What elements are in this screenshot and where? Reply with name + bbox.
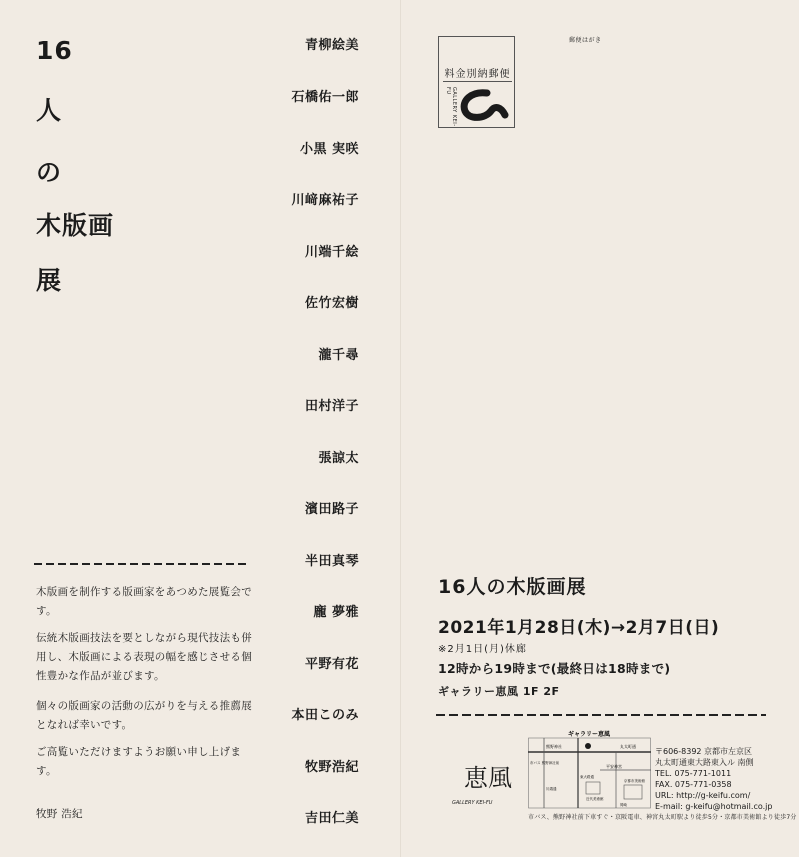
map-label: 熊野神社: [546, 744, 562, 749]
postcard-label: 郵便はがき: [569, 37, 602, 44]
artist-name: 張諒太: [318, 451, 359, 466]
logo-kanji: 恵風: [464, 764, 512, 792]
intro-paragraph: 木版画を制作する版画家をあつめた展覧会です。: [36, 586, 252, 617]
dashed-divider-left: [34, 563, 246, 565]
postage-stamp-box: [438, 36, 515, 128]
gallery-location-marker: [585, 743, 591, 749]
map-label: 平安神宮: [606, 764, 622, 769]
title-mokuhanga: 木版画: [36, 211, 115, 240]
exhibition-title: 16人の木版画展: [438, 576, 587, 598]
artist-name: 吉田仁美: [304, 811, 359, 826]
closed-day-note: ※2月1日(月)休廊: [438, 644, 527, 655]
map-label: 京都市美術館: [624, 779, 645, 783]
intro-paragraph: 伝統木版画技法を要としながら現代技法も併用し、木版画による表現の幅を感じさせる個性豊かな作品が並びます。: [36, 632, 252, 682]
artist-name: 石橋佑一郎: [291, 90, 359, 105]
address-email[interactable]: E-mail: g-keifu@hotmail.co.jp: [655, 802, 773, 811]
map-label: 東大路通: [580, 775, 594, 779]
fold-line: [400, 0, 401, 857]
title-people: 人: [36, 96, 63, 125]
opening-hours: 12時から19時まで(最終日は18時まで): [438, 661, 671, 676]
gallery-mark-icon: [457, 87, 509, 123]
access-directions: 市バス、熊野神社前下車すぐ・京阪電車、神宮丸太町駅より徒歩5分・京都市美術館より徒歩7分: [528, 814, 797, 821]
artist-name: 半田真琴: [304, 554, 359, 569]
stamp-vertical-text: GALLERY KEI-FU: [445, 87, 457, 127]
artist-name: 牧野浩紀: [304, 760, 359, 775]
address-url[interactable]: URL: http://g-keifu.com/: [655, 791, 751, 800]
logo-text: GALLERY KEI-FU: [452, 800, 493, 806]
address-postal: 〒606-8392 京都市左京区: [655, 747, 753, 756]
title-number: 16: [36, 36, 73, 65]
dashed-divider-right: [436, 714, 766, 716]
map-label: 近代美術館: [586, 797, 604, 801]
artist-name: 龐 夢雅: [313, 605, 359, 620]
title-no: の: [36, 158, 63, 187]
gallery-keifu-logo: [452, 760, 522, 818]
artist-name: 本田このみ: [291, 708, 359, 723]
access-map: [528, 730, 652, 810]
stamp-label: 料金別納郵便: [444, 69, 511, 80]
venue-name: ギャラリー恵風 1F 2F: [438, 685, 560, 698]
intro-signature: 牧野 浩紀: [36, 808, 83, 820]
title-ten: 展: [36, 266, 63, 295]
artist-name: 瀧千尋: [318, 348, 359, 363]
artist-name: 濱田路子: [304, 502, 359, 517]
stamp-divider: [443, 81, 512, 82]
map-gallery-label: ギャラリー恵風: [568, 731, 611, 738]
intro-paragraph: ご高覧いただけますようお願い申し上げます。: [36, 746, 242, 777]
artist-name: 平野有花: [304, 657, 359, 672]
map-label: 市バス 熊野神社前: [530, 761, 560, 765]
artist-name: 川﨑麻祐子: [291, 193, 359, 208]
address-street: 丸太町通東大路東入ル 南側: [655, 758, 754, 767]
address-tel: TEL. 075-771-1011: [655, 769, 732, 778]
artist-name: 佐竹宏樹: [304, 296, 359, 311]
artist-name: 小黒 実咲: [299, 142, 359, 157]
map-label: 川端通: [546, 787, 557, 791]
artist-name: 田村洋子: [304, 399, 359, 414]
artist-name: 青柳絵美: [304, 38, 359, 53]
map-label: 岡崎: [620, 803, 627, 807]
address-block: [655, 746, 772, 812]
map-label: 丸太町通: [620, 744, 636, 749]
exhibition-dates: 2021年1月28日(木)→2月7日(日): [438, 618, 720, 638]
intro-paragraph: 個々の版画家の活動の広がりを与える推薦展となれば幸いです。: [36, 700, 252, 731]
artist-name: 川端千絵: [304, 245, 359, 260]
address-fax: FAX. 075-771-0358: [655, 780, 732, 789]
